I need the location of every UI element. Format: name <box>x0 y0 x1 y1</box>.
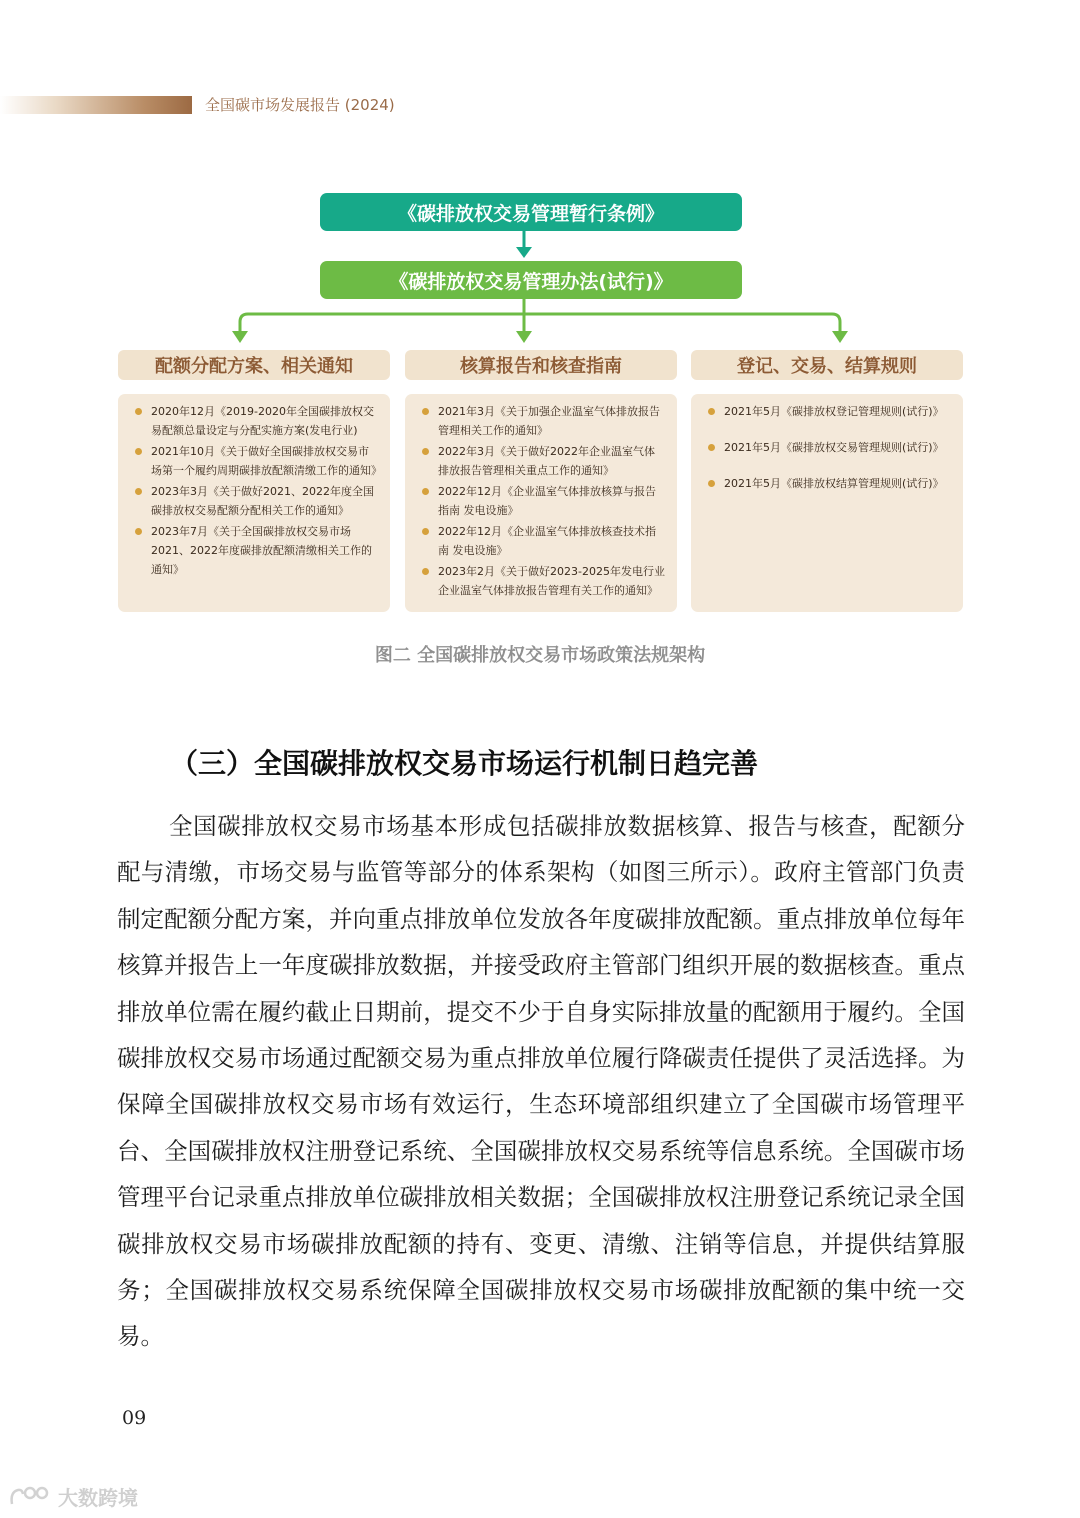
list-item: 2022年3月《关于做好2022年企业温室气体排放报告管理相关重点工作的通知》 <box>422 442 665 480</box>
connector-arrow <box>832 331 848 343</box>
watermark <box>8 1482 138 1511</box>
list-item: 2022年12月《企业温室气体排放核算与报告指南 发电设施》 <box>422 482 665 520</box>
list-item: 2021年10月《关于做好全国碳排放权交易市场第一个履约周期碳排放配额清缴工作的通知》 <box>135 442 378 480</box>
bullet-icon <box>135 488 142 495</box>
body-paragraph: 全国碳排放权交易市场基本形成包括碳排放数据核算、报告与核查，配额分配与清缴，市场交易与监管等部分的体系架构（如图三所示）。政府主管部门负责制定配额分配方案，并向重点排放单位发放各年度碳排放配额。重点排放单位每年核算并报告上一年度碳排放数据，并接受政府主管部门组织开展的数据核查。重点排放单位需在履约截止日期前，提交不少于自身实际排放量的配额用于履约。全国碳排放权交易市场通过配额交易为重点排放单位履行降碳责任提供了灵活选择。为保障全国碳排放权交易市场有效运行，生态环境部组织建立了全国碳市场管理平台、全国碳排放权注册登记系统、全国碳排放权交易系统等信息系统。全国碳市场管理平台记录重点排放单位碳排放相关数据；全国碳排放权注册登记系统记录全国碳排放权交易市场碳排放配额的持有、变更、清缴、注销等信息，并提供结算服务；全国碳排放权交易系统保障全国碳排放权交易市场碳排放配额的集中统一交易。 <box>117 812 965 1351</box>
bullet-icon <box>135 448 142 455</box>
watermark-logo-icon <box>8 1484 54 1510</box>
bullet-icon <box>135 408 142 415</box>
figure-caption: 图二 全国碳排放权交易市场政策法规架构 <box>374 645 706 666</box>
column-title-rules: 登记、交易、结算规则 <box>691 350 963 380</box>
list-item: 2023年7月《关于全国碳排放权交易市场2021、2022年度碳排放配额清缴相关工作的通知》 <box>135 522 378 579</box>
column-body-quota <box>118 394 390 612</box>
bullet-icon <box>422 408 429 415</box>
section-heading: （三）全国碳排放权交易市场运行机制日趋完善 <box>170 747 759 780</box>
report-header-title: 全国碳市场发展报告 (2024) <box>205 96 395 114</box>
page-number: 09 <box>122 1407 147 1429</box>
bullet-icon <box>422 488 429 495</box>
connector-arrow <box>232 331 248 343</box>
list-item: 2023年2月《关于做好2023-2025年发电行业企业温室气体排放报告管理有关工作的通知》 <box>422 562 665 600</box>
list-item: 2021年5月《碳排放权登记管理规则(试行)》 <box>708 402 951 421</box>
list-item: 2021年5月《碳排放权交易管理规则(试行)》 <box>708 438 951 457</box>
column-body-accounting <box>405 394 677 612</box>
column-title-accounting: 核算报告和核查指南 <box>405 350 677 380</box>
bullet-icon <box>708 408 715 415</box>
bullet-icon <box>422 448 429 455</box>
list-item: 2021年3月《关于加强企业温室气体排放报告管理相关工作的通知》 <box>422 402 665 440</box>
connector-arrow <box>516 331 532 343</box>
list-item: 2022年12月《企业温室气体排放核查技术指南 发电设施》 <box>422 522 665 560</box>
bullet-icon <box>135 528 142 535</box>
bullet-icon <box>708 480 715 487</box>
regulation-box: 《碳排放权交易管理暂行条例》 <box>320 193 742 231</box>
measures-box: 《碳排放权交易管理办法(试行)》 <box>320 261 742 299</box>
bullet-icon <box>422 568 429 575</box>
diagram-connectors <box>0 0 1080 360</box>
list-item: 2021年5月《碳排放权结算管理规则(试行)》 <box>708 474 951 493</box>
list-item: 2020年12月《2019-2020年全国碳排放权交易配额总量设定与分配实施方案(发电行业) <box>135 402 378 440</box>
bullet-icon <box>422 528 429 535</box>
branch-line <box>240 314 840 334</box>
column-title-quota: 配额分配方案、相关通知 <box>118 350 390 380</box>
column-body-rules <box>691 394 963 612</box>
watermark-text: 大数跨境 <box>58 1486 138 1510</box>
list-item: 2023年3月《关于做好2021、2022年度全国碳排放权交易配额分配相关工作的通知》 <box>135 482 378 520</box>
bullet-icon <box>708 444 715 451</box>
connector-arrow <box>516 247 532 258</box>
